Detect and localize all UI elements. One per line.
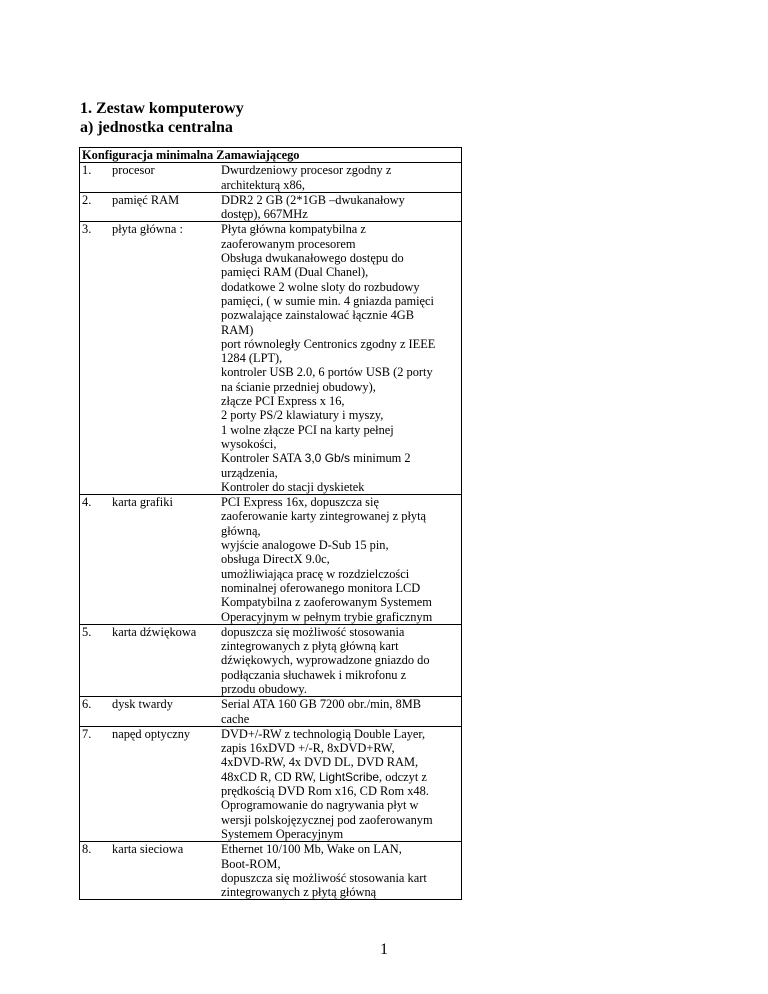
description-line: kontroler USB 2.0, 6 portów USB (2 porty xyxy=(221,365,433,380)
row-number: 7. xyxy=(80,726,111,841)
component-description xyxy=(216,624,462,696)
description-line: wyjście analogowe D-Sub 15 pin, xyxy=(221,538,389,553)
description-line: urządzenia, xyxy=(221,465,278,480)
description-line: Serial ATA 160 GB 7200 obr./min, 8MB xyxy=(221,697,422,712)
description-line: 1284 (LPT), xyxy=(221,351,283,366)
description-line: dopuszcza się możliwość stosowania xyxy=(221,624,405,639)
component-description xyxy=(216,222,462,495)
description-line: zaoferowanym procesorem xyxy=(221,236,356,251)
table-row xyxy=(80,495,462,625)
description-line: Operacyjnym w pełnym trybie graficznym xyxy=(221,609,433,624)
description-line xyxy=(221,451,459,465)
sata-label: Kontroler SATA xyxy=(221,451,305,466)
description-line xyxy=(221,770,459,784)
description-line: wysokości, xyxy=(221,436,277,451)
lightscribe-label: LightScribe xyxy=(319,769,380,784)
component-description xyxy=(216,842,462,900)
lightscribe-rest: , odczyt z xyxy=(379,769,427,784)
row-number: 3. xyxy=(80,222,111,495)
page-number: 1 xyxy=(380,941,388,958)
description-line: pamięci, ( w sumie min. 4 gniazda pamięci xyxy=(221,293,434,308)
row-number: 1. xyxy=(80,163,111,193)
component-name: procesor xyxy=(110,163,216,193)
description-line: PCI Express 16x, dopuszcza się xyxy=(221,495,379,510)
description-line: Oprogramowanie do nagrywania płyt w xyxy=(221,798,419,813)
component-description xyxy=(216,192,462,222)
component-name: pamięć RAM xyxy=(110,192,216,222)
component-description xyxy=(216,726,462,841)
table-row xyxy=(80,697,462,727)
description-line: zapis 16xDVD +/-R, 8xDVD+RW, xyxy=(221,741,395,756)
description-line: na ścianie przedniej obudowy), xyxy=(221,379,376,394)
description-line: Systemem Operacyjnym xyxy=(221,826,344,841)
component-description xyxy=(216,495,462,625)
component-description xyxy=(216,163,462,193)
component-name: karta sieciowa xyxy=(110,842,216,900)
description-line: główną, xyxy=(221,523,261,538)
sata-rest: minimum 2 xyxy=(350,451,411,466)
description-line: pamięci RAM (Dual Chanel), xyxy=(221,265,369,280)
section-heading: 1. Zestaw komputerowy xyxy=(80,100,244,117)
component-name: karta grafiki xyxy=(110,495,216,625)
description-line: architekturą x86, xyxy=(221,177,305,192)
description-line: cache xyxy=(221,711,250,726)
cd-speeds: 48xCD R, CD RW, xyxy=(221,769,319,784)
table-row xyxy=(80,163,462,193)
row-number: 4. xyxy=(80,495,111,625)
component-name: dysk twardy xyxy=(110,697,216,727)
table-row xyxy=(80,842,462,900)
row-number: 5. xyxy=(80,624,111,696)
table-row xyxy=(80,222,462,495)
description-line: dźwiękowych, wyprowadzone gniazdo do xyxy=(221,653,430,668)
description-line: Kompatybilna z zaoferowanym Systemem xyxy=(221,595,432,610)
description-line: DDR2 2 GB (2*1GB –dwukanałowy xyxy=(221,192,405,207)
description-line: 2 porty PS/2 klawiatury i myszy, xyxy=(221,408,384,423)
description-line: prędkością DVD Rom x16, CD Rom x48. xyxy=(221,784,429,799)
description-line: zintegrowanych z płytą główną xyxy=(221,885,377,900)
table-row xyxy=(80,726,462,841)
row-number: 8. xyxy=(80,842,111,900)
description-line: Boot-ROM, xyxy=(221,856,281,871)
table-caption-row xyxy=(80,148,462,163)
description-line: złącze PCI Express x 16, xyxy=(221,394,345,409)
row-number: 2. xyxy=(80,192,111,222)
description-line: 1 wolne złącze PCI na karty pełnej xyxy=(221,422,394,437)
component-name: płyta główna : xyxy=(110,222,216,495)
description-line: 4xDVD-RW, 4x DVD DL, DVD RAM, xyxy=(221,755,419,770)
table-caption: Konfiguracja minimalna Zamawiającego xyxy=(80,148,462,163)
sata-speed: 3,0 Gb/s xyxy=(304,451,351,466)
description-line: przodu obudowy. xyxy=(221,681,307,696)
component-description xyxy=(216,697,462,727)
description-line: zaoferowanie karty zintegrowanej z płytą xyxy=(221,509,427,524)
description-line: Dwurdzeniowy procesor zgodny z xyxy=(221,163,392,178)
table-row xyxy=(80,192,462,222)
description-line: DVD+/-RW z technologią Double Layer, xyxy=(221,726,426,741)
description-line: Płyta główna kompatybilna z xyxy=(221,222,366,237)
description-line: Ethernet 10/100 Mb, Wake on LAN, xyxy=(221,842,402,857)
subsection-heading: a) jednostka centralna xyxy=(80,119,233,136)
description-line: Obsługa dwukanałowego dostępu do xyxy=(221,251,404,266)
description-line: podłączania słuchawek i mikrofonu z xyxy=(221,667,407,682)
table-row xyxy=(80,624,462,696)
description-line: dopuszcza się możliwość stosowania kart xyxy=(221,870,427,885)
description-line: dodatkowe 2 wolne sloty do rozbudowy xyxy=(221,279,420,294)
description-line: dostęp), 667MHz xyxy=(221,207,308,222)
configuration-table xyxy=(79,147,462,900)
description-line: umożliwiająca pracę w rozdzielczości xyxy=(221,566,410,581)
description-line: nominalnej oferowanego monitora LCD xyxy=(221,580,421,595)
description-line: wersji polskojęzycznej pod zaoferowanym xyxy=(221,812,433,827)
description-line: Kontroler do stacji dyskietek xyxy=(221,479,365,494)
description-line: zintegrowanych z płytą główną kart xyxy=(221,639,399,654)
description-line: port równoległy Centronics zgodny z IEEE xyxy=(221,336,436,351)
row-number: 6. xyxy=(80,697,111,727)
description-line: pozwalające zainstalować łącznie 4GB xyxy=(221,308,414,323)
description-line: RAM) xyxy=(221,322,254,337)
description-line: obsługa DirectX 9.0c, xyxy=(221,552,330,567)
component-name: napęd optyczny xyxy=(110,726,216,841)
component-name: karta dźwiękowa xyxy=(110,624,216,696)
